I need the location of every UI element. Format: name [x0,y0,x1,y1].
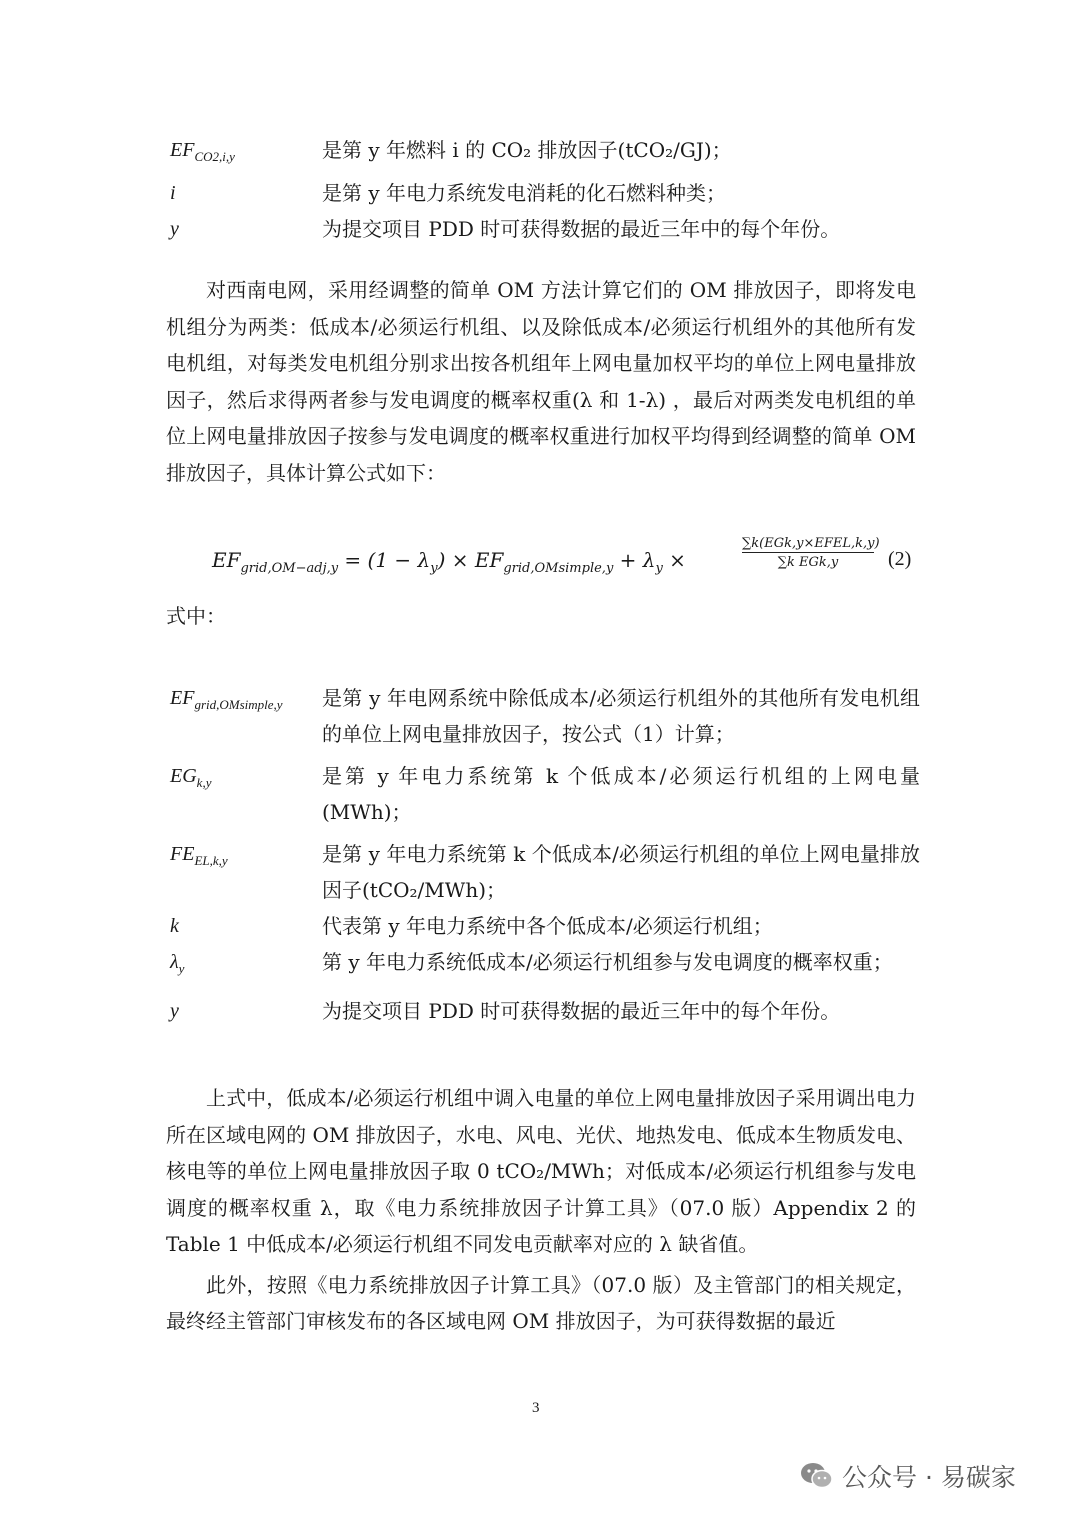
def-description: 第 y 年电力系统低成本/必须运行机组参与发电调度的概率权重； [322,950,893,974]
definition-row [170,175,920,211]
definition-row [170,836,920,908]
def-symbol: i [170,182,176,204]
def-description: 为提交项目 PDD 时可获得数据的最近三年中的每个年份。 [322,217,841,241]
eq-term: ) × EF [437,548,504,572]
paragraph-text: 此外，按照《电力系统排放因子计算工具》（07.0 版）及主管部门的相关规定，最终经主管部门审核发布的各区域电网 OM 排放因子，为可获得数据的最近 [166,1272,916,1333]
eq-sub: y [430,561,438,576]
definition-list-1 [170,132,920,247]
def-description: 代表第 y 年电力系统中各个低成本/必须运行机组； [322,914,773,938]
def-description: 是第 y 年电力系统发电消耗的化石燃料种类； [322,181,727,205]
eq-denominator: ∑k EGk,y [777,555,839,570]
definition-row [170,211,920,247]
eq-term: + λ [613,548,656,572]
paragraph-text: 对西南电网，采用经调整的简单 OM 方法计算它们的 OM 排放因子，即将发电机组分为两类：低成本/必须运行机组、以及除低成本/必须运行机组外的其他所有发电机组，对每类发电机组分别求出按各机组年上网电量加权平均的单位上网电量排放因子，然后求得两者参与发电调度的概率权重(λ 和 1-λ) ，最后对两类发电机组的单位上网电量排放因子按参与发电调度的概率权重进行加权平均得到经调整的简单 OM 排放因子，具体计算公式如下： [166,278,916,485]
def-description: 是第 y 年电力系统第 k 个低成本/必须运行机组的上网电量(MWh)； [322,764,920,824]
def-symbol: k [170,915,179,937]
page-number: 3 [532,1400,540,1416]
eq-term: × [662,548,686,572]
definition-row [170,993,920,1029]
definition-row [170,944,920,987]
def-subscript: y [178,961,185,976]
def-description: 为提交项目 PDD 时可获得数据的最近三年中的每个年份。 [322,999,841,1023]
paragraph-text: 上式中，低成本/必须运行机组中调入电量的单位上网电量排放因子采用调出电力所在区域电网的 OM 排放因子，水电、风电、光伏、地热发电、低成本生物质发电、核电等的单位上网电量排放因子取 0 tCO₂/MWh；对低成本/必须运行机组参与发电调度的概率权重 λ，取《电力系统排放因子计算工具》（07.0 版）Appendix 2 的 Table 1 中低成本/必须运行机组不同发电贡献率对应的 λ 缺省值。 [166,1086,916,1256]
definition-row [170,132,920,175]
def-symbol: EF [170,687,195,709]
paragraph-notes [166,1080,916,1340]
definition-row [170,908,920,944]
eq-lhs: EF [212,548,241,572]
watermark [800,1458,1016,1494]
eq-lhs-sub: grid,OM−adj,y [240,561,339,576]
where-label: 式中： [166,604,226,628]
def-symbol: EF [170,139,195,161]
def-subscript: EL,k,y [194,853,228,868]
definition-list-2 [170,680,920,1029]
def-subscript: k,y [196,775,212,790]
eq-fraction [742,536,880,570]
eq-term: = (1 − λ [338,548,431,572]
def-description: 是第 y 年电力系统第 k 个低成本/必须运行机组的单位上网电量排放因子(tCO₂/MWh)； [322,842,920,902]
paragraph-method [166,272,916,491]
def-description: 是第 y 年电网系统中除低成本/必须运行机组外的其他所有发电机组的单位上网电量排放因子，按公式（1）计算； [322,686,920,746]
def-symbol: λ [170,951,179,973]
def-symbol: EG [170,765,197,787]
eq-numerator: ∑k(EGk,y×EFEL,k,y) [742,536,880,551]
eq-sub: grid,OMsimple,y [503,561,614,576]
eq-sub: y [655,561,663,576]
equation-number: (2) [888,548,912,570]
wechat-icon [800,1461,834,1491]
watermark-text: 公众号 · 易碳家 [842,1463,1016,1492]
def-subscript: grid,OMsimple,y [194,697,283,712]
def-subscript: CO2,i,y [194,149,235,164]
def-symbol: y [170,1000,179,1022]
def-description: 是第 y 年燃料 i 的 CO₂ 排放因子(tCO₂/GJ)； [322,138,732,162]
definition-row [170,758,920,830]
definition-row [170,680,920,752]
equation-2 [212,534,922,594]
def-symbol: FE [170,843,195,865]
def-symbol: y [170,218,179,240]
